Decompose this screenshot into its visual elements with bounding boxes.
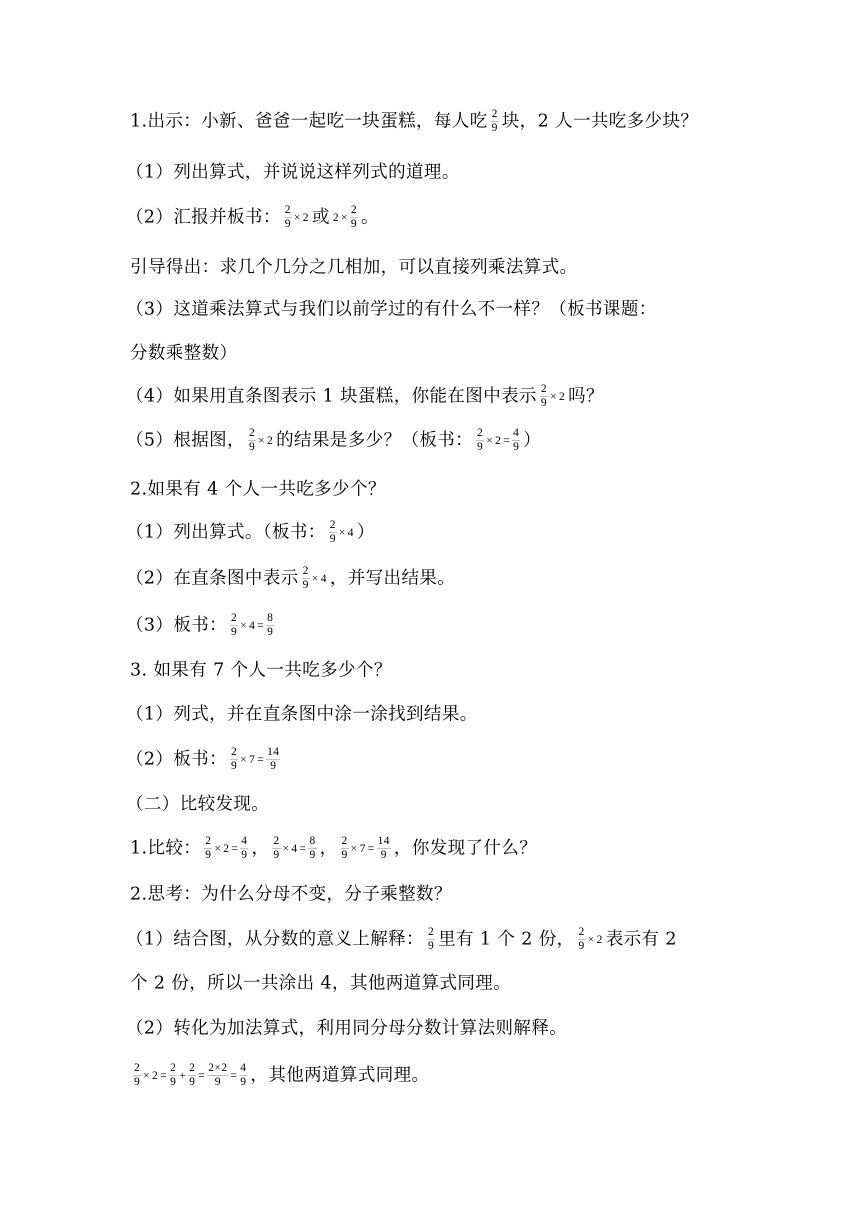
math-operator: = [299,842,307,855]
text-run: 1.比较： [130,838,202,859]
fraction-numerator: 2 [248,427,256,439]
fraction [133,1062,141,1089]
math-operator: × [143,1069,151,1082]
fraction-denominator: 9 [170,1076,177,1088]
math-operator: × [486,434,494,447]
text-line [130,835,537,862]
fraction [350,204,358,231]
text-run: ， [319,838,338,859]
text-line [126,703,478,726]
fraction-denominator: 9 [248,441,256,453]
fraction [377,835,391,862]
fraction-bar [341,848,349,849]
math-expression [332,204,359,231]
math-expression [340,835,392,862]
fraction-denominator: 9 [273,849,280,861]
text-run: （2）板书： [126,749,228,770]
fraction-bar [169,1075,177,1076]
text-run: 吗？ [568,386,604,407]
fraction-bar [427,939,435,940]
text-run: （1）列出算式。（板书： [126,522,326,543]
fraction-bar [284,217,292,218]
text-run: 块，2 人一共吃多少块？ [501,111,699,132]
fraction-bar [266,759,280,760]
math-operator: = [503,434,511,447]
text-run: （2）转化为加法算式，利用同分母分数计算法则解释。 [126,1018,568,1039]
fraction-numerator: 2 [540,383,548,395]
fraction [188,1062,196,1089]
math-expression [132,1062,248,1089]
math-expression [539,383,566,410]
fraction-numerator: 2 [329,519,336,531]
math-expression [475,427,521,454]
fraction-denominator: 9 [491,122,498,134]
math-operator: × [214,842,222,855]
text-run: 1.出示：小新、爸爸一起吃一块蛋糕，每人吃 [130,111,488,132]
math-operator: = [257,753,265,766]
math-operator: × [550,390,557,403]
text-line [130,478,386,501]
fraction [230,612,238,639]
fraction-denominator: 9 [205,849,212,861]
fraction-denominator: 9 [267,626,274,638]
text-run: 。 [361,207,379,228]
fraction-bar [377,848,391,849]
math-operator: 4 [249,619,256,632]
text-line [126,565,455,592]
fraction-denominator: 9 [302,579,309,591]
fraction-bar [207,1075,228,1076]
math-operator: × [587,933,595,946]
fraction [284,204,292,231]
math-operator: 2 [596,933,603,946]
fraction [239,1062,247,1089]
text-line [126,926,677,953]
fraction-numerator: 2 [341,835,348,847]
text-line [126,746,283,773]
fraction [427,926,435,953]
fraction [341,835,349,862]
math-operator: × [282,842,290,855]
fraction [578,926,586,953]
text-line [130,972,511,995]
math-expression [490,108,500,135]
fraction [248,427,256,454]
math-operator: 2 [332,211,339,224]
fraction-numerator: 2 [427,926,435,938]
fraction-denominator: 9 [350,218,358,230]
fraction-numerator: 2 [231,612,238,624]
fraction-bar [350,217,358,218]
fraction-numerator: 4 [513,427,520,439]
fraction-bar [512,440,520,441]
math-operator: × [341,211,348,224]
fraction-bar [266,625,274,626]
fraction [476,427,484,454]
fraction-numerator: 2 [477,427,484,439]
math-operator: × [240,753,248,766]
fraction-numerator: 8 [309,835,316,847]
text-run: （二）比较发现。 [126,794,270,815]
fraction-bar [272,848,280,849]
math-operator: × [240,619,248,632]
fraction [512,427,520,454]
fraction-bar [302,578,310,579]
text-run: （3）这道乘法算式与我们以前学过的有什么不一样？（板书课题： [126,299,657,320]
text-run: （1）结合图，从分数的意义上解释： [126,929,424,950]
math-expression [426,926,436,953]
fraction [207,1062,228,1089]
math-expression [301,565,328,592]
text-line [126,519,375,546]
fraction-denominator: 9 [341,849,348,861]
math-operator: 4 [291,842,298,855]
text-line [126,793,269,816]
fraction-numerator: 4 [240,1062,247,1074]
math-operator: = [257,619,265,632]
math-operator: 7 [249,753,256,766]
math-operator: × [338,526,346,539]
fraction-numerator: 8 [267,612,274,624]
fraction [230,746,238,773]
fraction-denominator: 9 [513,441,520,453]
fraction-denominator: 9 [231,626,238,638]
text-run: 3. 如果有 7 个人一共吃多少个？ [130,660,392,681]
text-run: 个 2 份，所以一共涂出 4，其他两道算式同理。 [130,973,512,994]
fraction [204,835,212,862]
math-operator: 2 [152,1069,159,1082]
text-run: （1）列式，并在直条图中涂一涂找到结果。 [126,704,478,725]
math-expression [229,746,281,773]
fraction-bar [308,848,316,849]
fraction-numerator: 2 [578,926,585,938]
fraction-denominator: 9 [380,849,387,861]
fraction-denominator: 9 [231,760,238,772]
fraction-bar [188,1075,196,1076]
fraction-denominator: 9 [578,940,585,952]
text-line [126,612,277,639]
text-run: ，你发现了什么？ [393,838,538,859]
fraction-denominator: 9 [214,1076,221,1088]
fraction-denominator: 9 [477,441,484,453]
math-operator: 2 [495,434,502,447]
math-expression [271,835,317,862]
math-operator: = [198,1069,206,1082]
fraction-numerator: 2 [170,1062,177,1074]
text-run: （4）如果用直条图表示 1 块蛋糕，你能在图中表示 [126,386,537,407]
fraction [329,519,337,546]
text-line [130,108,698,135]
fraction-denominator: 9 [241,849,248,861]
text-run: （2）汇报并板书： [126,207,281,228]
math-operator: 2 [223,842,230,855]
fraction-bar [133,1075,141,1076]
math-operator: × [311,572,319,585]
fraction-numerator: 2 [302,565,309,577]
fraction-bar [540,396,548,397]
fraction [272,835,280,862]
math-operator: = [231,842,239,855]
fraction [169,1062,177,1089]
text-run: （3）板书： [126,615,228,636]
math-operator: × [350,842,358,855]
fraction-bar [240,848,248,849]
fraction-bar [491,121,499,122]
fraction [266,746,280,773]
fraction-numerator: 2 [284,204,291,216]
text-run: 的结果是多少？（板书： [276,430,474,451]
fraction-denominator: 9 [309,849,316,861]
fraction-numerator: 2 [205,835,212,847]
fraction-numerator: 2×2 [208,1062,228,1074]
text-line [130,342,237,365]
text-run: ，其他两道算式同理。 [250,1065,430,1086]
fraction-numerator: 14 [267,746,280,758]
text-run: 2.如果有 4 个人一共吃多少个？ [130,479,386,500]
fraction [540,383,548,410]
math-operator: = [230,1069,238,1082]
fraction-bar [204,848,212,849]
text-run: ） [356,522,375,543]
fraction-denominator: 9 [189,1076,196,1088]
math-operator: × [258,434,265,447]
fraction-bar [230,759,238,760]
text-line [130,1062,429,1089]
fraction-bar [476,440,484,441]
fraction-denominator: 9 [540,397,548,409]
math-operator: 2 [558,390,566,403]
math-operator: = [367,842,375,855]
math-operator: 7 [359,842,366,855]
fraction-numerator: 2 [350,204,358,216]
text-run: ， [251,838,270,859]
math-expression [203,835,249,862]
text-line [126,298,657,321]
text-line [126,204,379,231]
math-expression [247,427,274,454]
text-line [126,427,541,454]
math-expression [328,519,355,546]
fraction-bar [578,939,586,940]
fraction-numerator: 4 [241,835,248,847]
fraction-denominator: 9 [134,1076,141,1088]
math-operator: = [160,1069,168,1082]
fraction-numerator: 2 [491,108,498,120]
fraction-denominator: 9 [329,533,336,545]
fraction-bar [239,1075,247,1076]
math-operator: 2 [302,211,309,224]
text-run: 分数乘整数） [130,343,238,364]
fraction-numerator: 14 [377,835,390,847]
fraction-numerator: 2 [189,1062,196,1074]
text-line [126,161,460,184]
fraction-bar [329,532,337,533]
text-line [126,383,604,410]
fraction-denominator: 9 [284,218,291,230]
fraction [308,835,316,862]
math-operator: 4 [347,526,354,539]
math-operator: 2 [266,434,274,447]
text-line [130,883,452,906]
math-operator: 4 [320,572,327,585]
text-run: ） [523,430,542,451]
text-run: 引导得出：求几个几分之几相加，可以直接列乘法算式。 [130,257,578,278]
math-expression [283,204,310,231]
text-run: 表示有 2 [605,929,677,950]
fraction-bar [230,625,238,626]
fraction [491,108,499,135]
fraction [302,565,310,592]
math-operator: × [293,211,301,224]
text-run: 或 [311,207,330,228]
math-expression [229,612,275,639]
text-line [126,1017,567,1040]
fraction-numerator: 2 [231,746,238,758]
fraction [240,835,248,862]
text-run: （1）列出算式，并说说这样列式的道理。 [126,162,460,183]
fraction-denominator: 9 [240,1076,247,1088]
fraction-numerator: 2 [134,1062,141,1074]
fraction-bar [248,440,256,441]
text-line [130,256,578,279]
text-run: ，并写出结果。 [329,568,456,589]
text-run: 2.思考：为什么分母不变，分子乘整数？ [130,884,452,905]
fraction-denominator: 9 [270,760,277,772]
text-line [130,659,392,682]
text-run: （5）根据图， [126,430,245,451]
fraction-numerator: 2 [273,835,280,847]
text-run: （2）在直条图中表示 [126,568,299,589]
fraction-denominator: 9 [427,940,435,952]
math-operator: + [179,1069,187,1082]
text-run: 里有 1 个 2 份， [438,929,575,950]
fraction [266,612,274,639]
math-expression [577,926,604,953]
